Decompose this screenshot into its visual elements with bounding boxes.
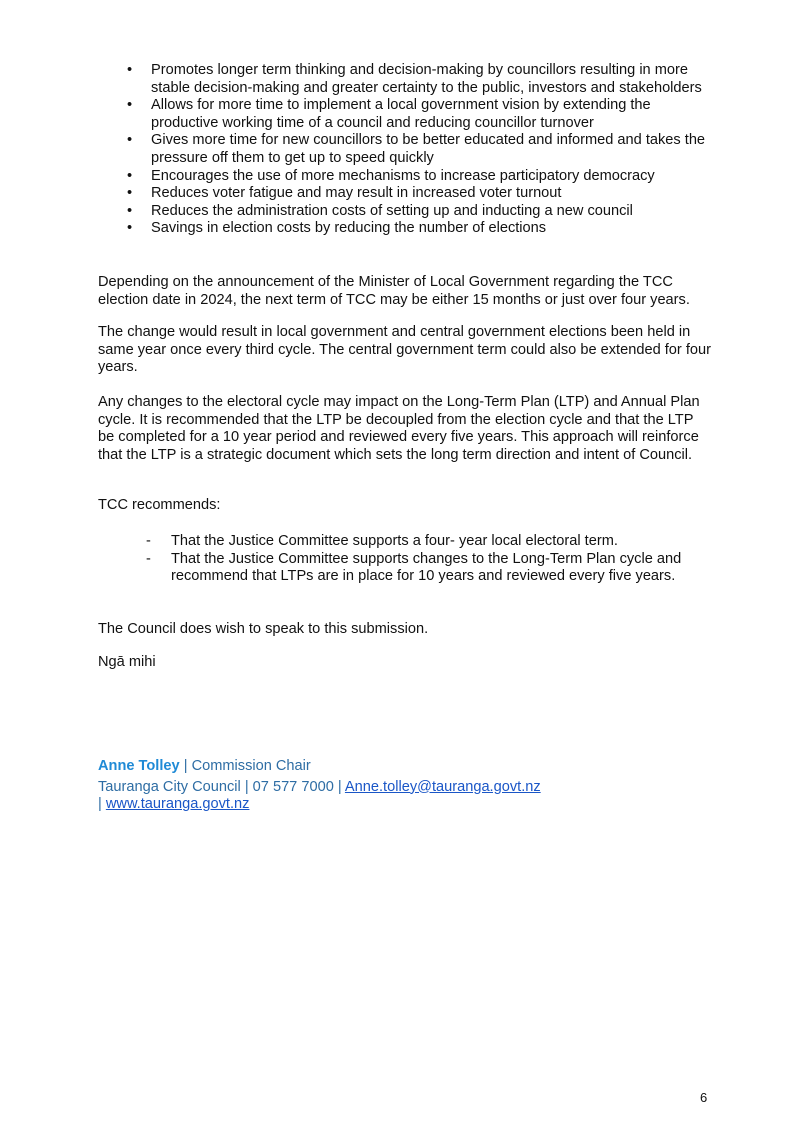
signature-contact-line	[98, 779, 713, 797]
bullet-text: Savings in election costs by reducing the number of elections	[151, 220, 547, 237]
list-item	[127, 132, 711, 167]
speak-statement: The Council does wish to speak to this submission.	[98, 621, 429, 637]
bullet-marker: •	[127, 202, 133, 219]
recommendation-text: That the Justice Committee supports changes to the Long-Term Plan cycle and recommend that LTPs are in place for 10 years and reviewed every five years.	[171, 550, 682, 585]
ltp-paragraph: Any changes to the electoral cycle may impact on the Long-Term Plan (LTP) and Annual Plan cycle. It is recommended that the LTP be decoupled from the election cycle and that the LTP be completed for a 10 year period and reviewed every five years. This approach will reinforce that the LTP is a strategic document which sets the long term direction and intent of Council.	[98, 394, 700, 463]
bullet-marker: •	[127, 185, 133, 202]
benefits-bullet-list	[127, 62, 711, 238]
central-government-paragraph: The change would result in local government and central government elections been held in same year once every third cycle. The central government term could also be extended for four years.	[98, 324, 711, 376]
list-item	[127, 185, 711, 203]
organisation-phone: Tauranga City Council | 07 577 7000 |	[98, 778, 342, 795]
signatory-name: Anne Tolley	[98, 758, 180, 774]
dash-marker: -	[146, 533, 151, 549]
bullet-text: Allows for more time to implement a local government vision by extending the productive working time of a council and reducing councillor turnover	[151, 97, 651, 131]
bullet-text: Reduces the administration costs of setting up and inducting a new council	[151, 202, 633, 219]
bullet-marker: •	[127, 167, 133, 184]
signature-name-line	[98, 758, 713, 776]
list-item	[146, 550, 716, 586]
bullet-marker: •	[127, 62, 133, 78]
signature-website-line	[98, 796, 713, 814]
list-item	[127, 220, 711, 238]
signatory-role: Commission Chair	[191, 758, 311, 774]
list-item	[146, 533, 716, 551]
dash-marker: -	[146, 550, 151, 567]
list-item	[127, 97, 711, 132]
list-item	[127, 202, 711, 221]
bullet-text: Gives more time for new councillors to be better educated and informed and takes the pressure off them to get up to speed quickly	[151, 132, 706, 166]
email-link[interactable]: Anne.tolley@tauranga.govt.nz	[344, 778, 541, 795]
recommendation-text: That the Justice Committee supports a four- year local electoral term.	[171, 533, 618, 549]
bullet-text: Promotes longer term thinking and decision-making by councillors resulting in more stable decision-making and greater certainty to the public, investors and stakeholders	[151, 62, 702, 96]
list-item	[127, 62, 711, 97]
recommendations-list	[146, 533, 716, 586]
signature-separator: |	[183, 758, 188, 774]
bullet-text: Reduces voter fatigue and may result in increased voter turnout	[151, 185, 562, 202]
bullet-marker: •	[127, 132, 133, 149]
website-separator: |	[98, 796, 102, 813]
website-link[interactable]: www.tauranga.govt.nz	[105, 796, 250, 813]
recommends-intro: TCC recommends:	[98, 497, 221, 513]
list-item	[127, 167, 711, 186]
election-date-paragraph: Depending on the announcement of the Minister of Local Government regarding the TCC election date in 2024, the next term of TCC may be either 15 months or just over four years.	[98, 274, 690, 308]
bullet-marker: •	[127, 220, 133, 237]
signature-block	[98, 758, 713, 814]
bullet-marker: •	[127, 97, 133, 114]
bullet-text: Encourages the use of more mechanisms to increase participatory democracy	[151, 167, 655, 184]
page-number: 6	[700, 1090, 708, 1105]
closing-salutation: Ngā mihi	[98, 654, 156, 670]
